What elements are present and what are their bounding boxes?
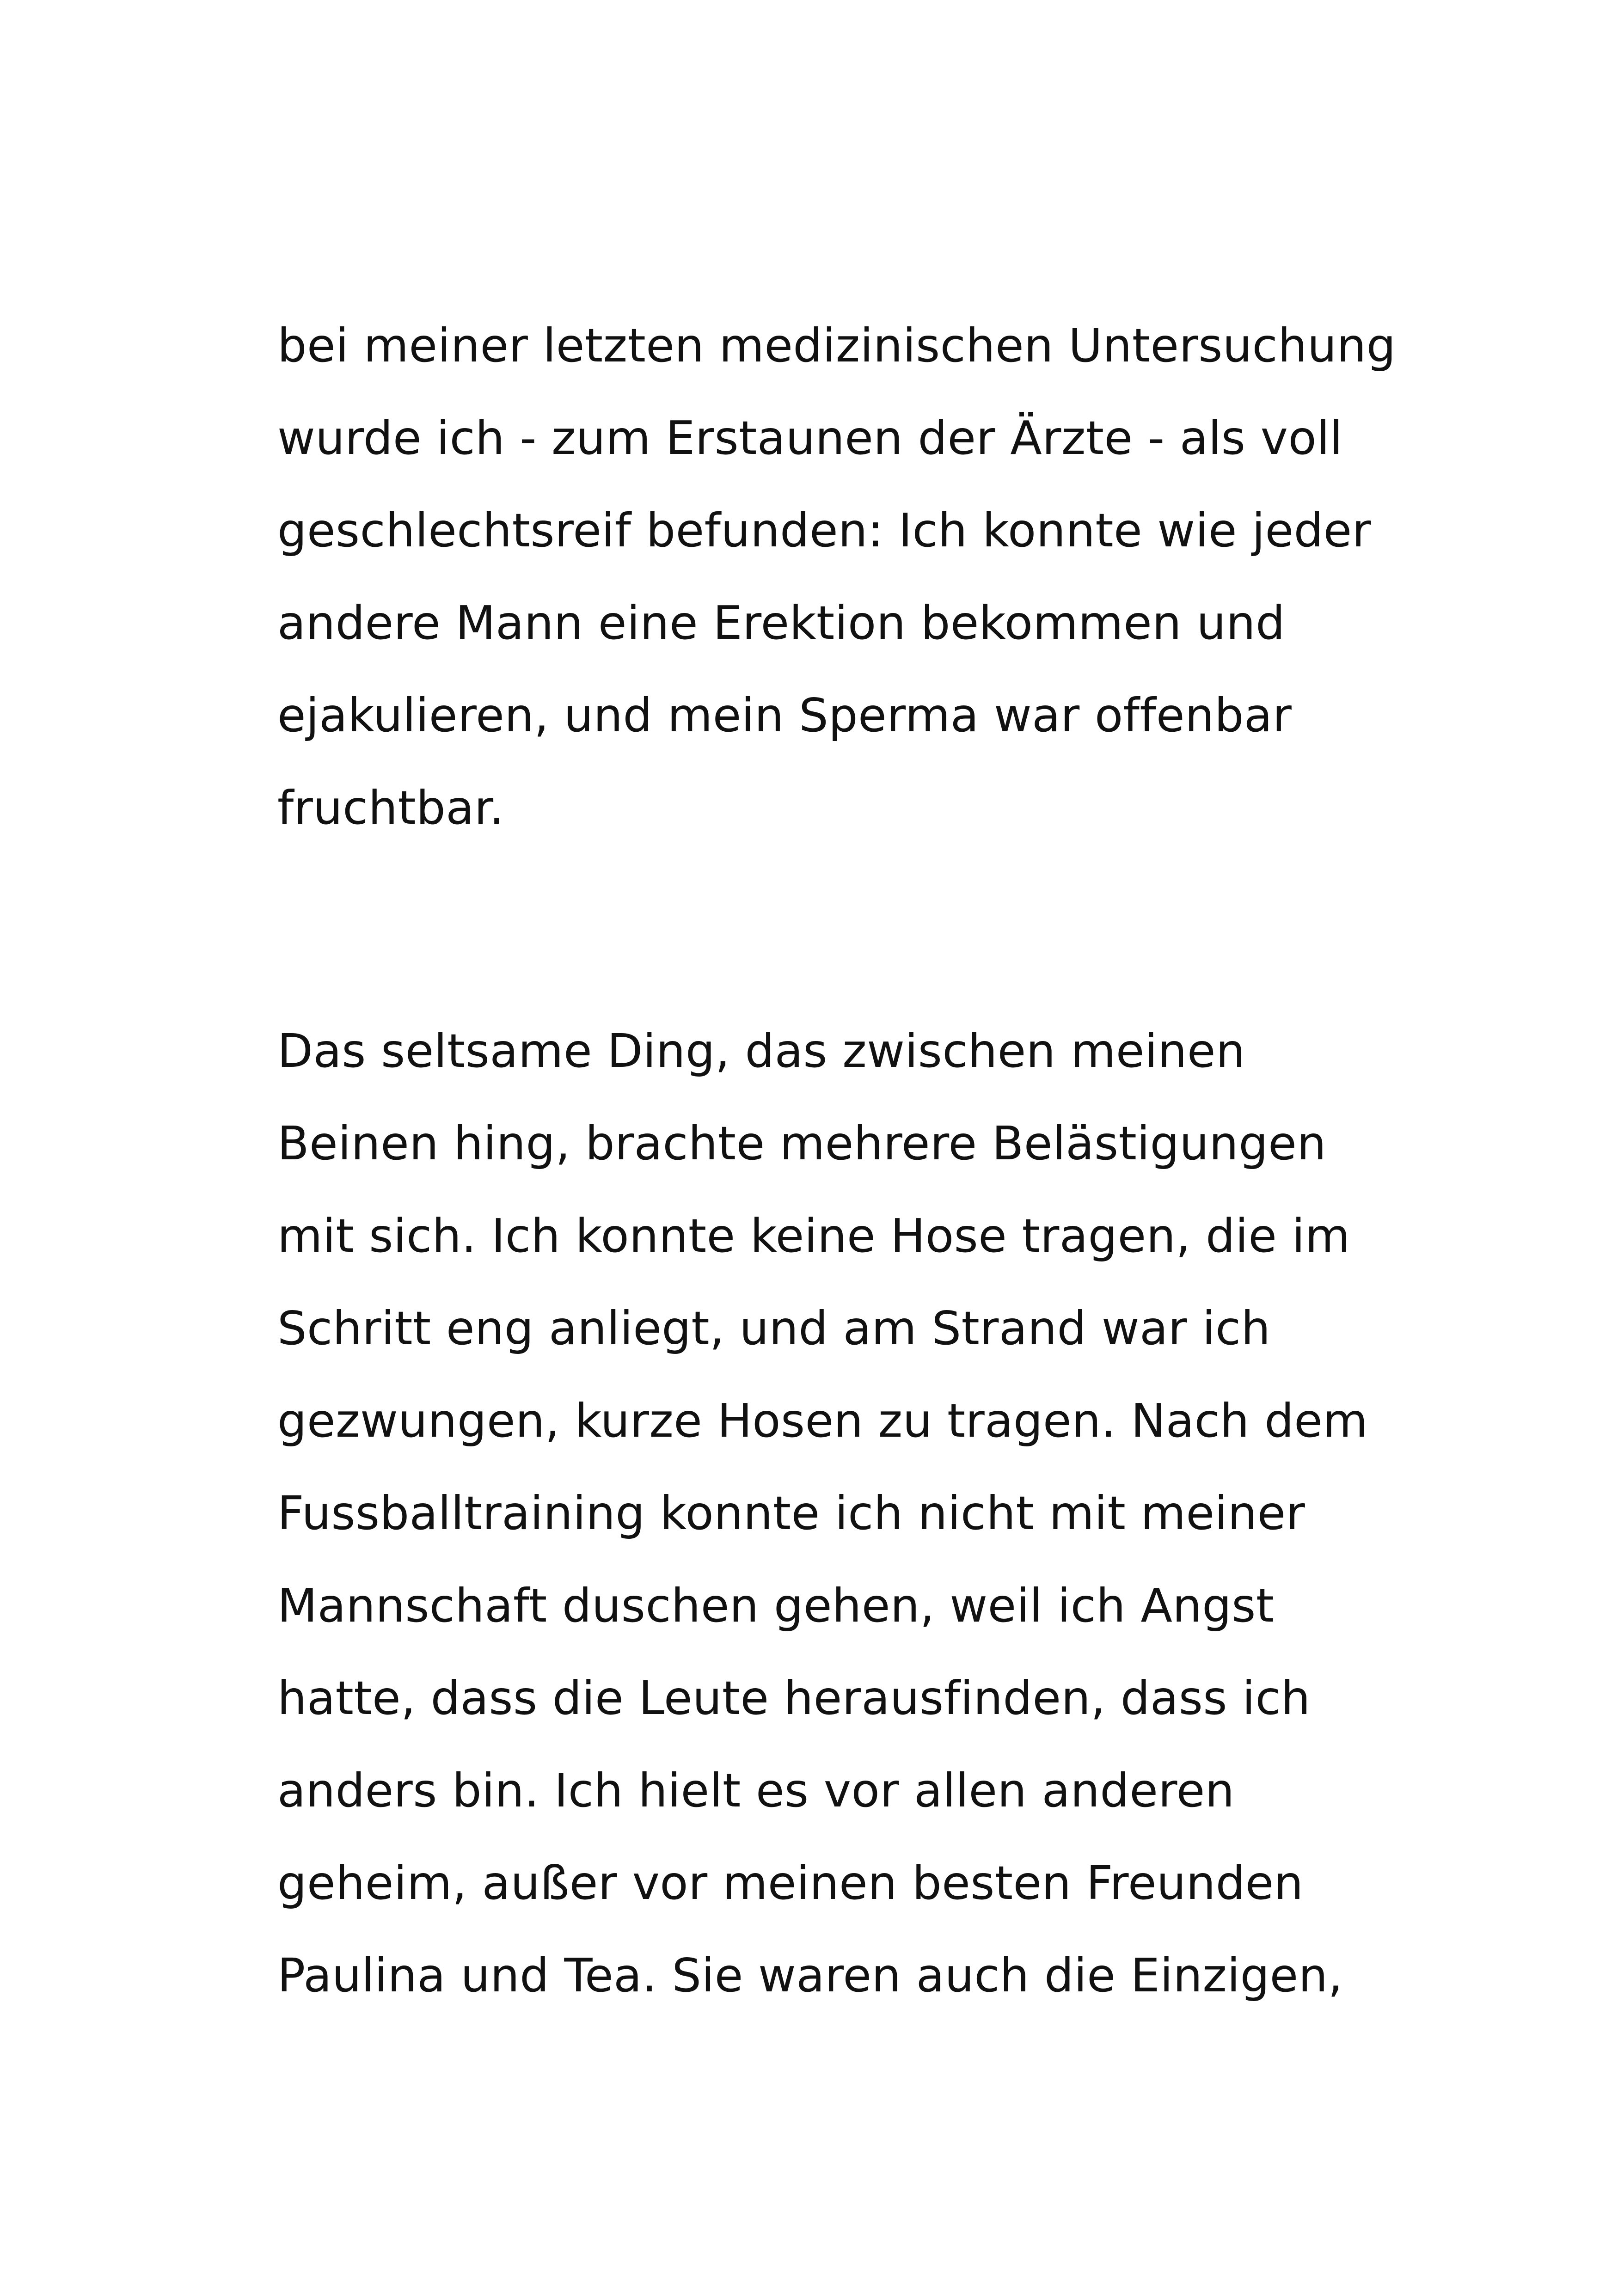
text-line: fruchtbar. <box>277 781 504 835</box>
text-line: wurde ich - zum Erstaunen der Ärzte - als voll <box>277 411 1343 465</box>
text-line: Mannschaft duschen gehen, weil ich Angst <box>277 1579 1275 1633</box>
text-line: Schritt eng anliegt, und am Strand war ich <box>277 1301 1271 1355</box>
text-line: bei meiner letzten medizinischen Untersuchung <box>277 318 1396 373</box>
text-line: anders bin. Ich hielt es vor allen anderen <box>277 1763 1235 1818</box>
text-line: Das seltsame Ding, das zwischen meinen <box>277 1024 1245 1078</box>
paragraph-2 <box>277 1005 1396 2022</box>
text-line: mit sich. Ich konnte keine Hose tragen, die im <box>277 1209 1350 1263</box>
text-line: gezwungen, kurze Hosen zu tragen. Nach dem <box>277 1394 1368 1448</box>
text-line: ejakulieren, und mein Sperma war offenbar <box>277 688 1292 742</box>
text-line: hatte, dass die Leute herausfinden, dass ich <box>277 1671 1311 1725</box>
paragraph-1 <box>277 300 1396 854</box>
text-line: Beinen hing, brachte mehrere Belästigungen <box>277 1116 1327 1170</box>
text-line: geschlechtsreif befunden: Ich konnte wie jeder <box>277 503 1372 557</box>
text-line: geheim, außer vor meinen besten Freunden <box>277 1856 1304 1910</box>
text-line: andere Mann eine Erektion bekommen und <box>277 596 1286 650</box>
text-line: Fussballtraining konnte ich nicht mit meiner <box>277 1486 1305 1540</box>
text-line: Paulina und Tea. Sie waren auch die Einzigen, <box>277 1948 1343 2002</box>
